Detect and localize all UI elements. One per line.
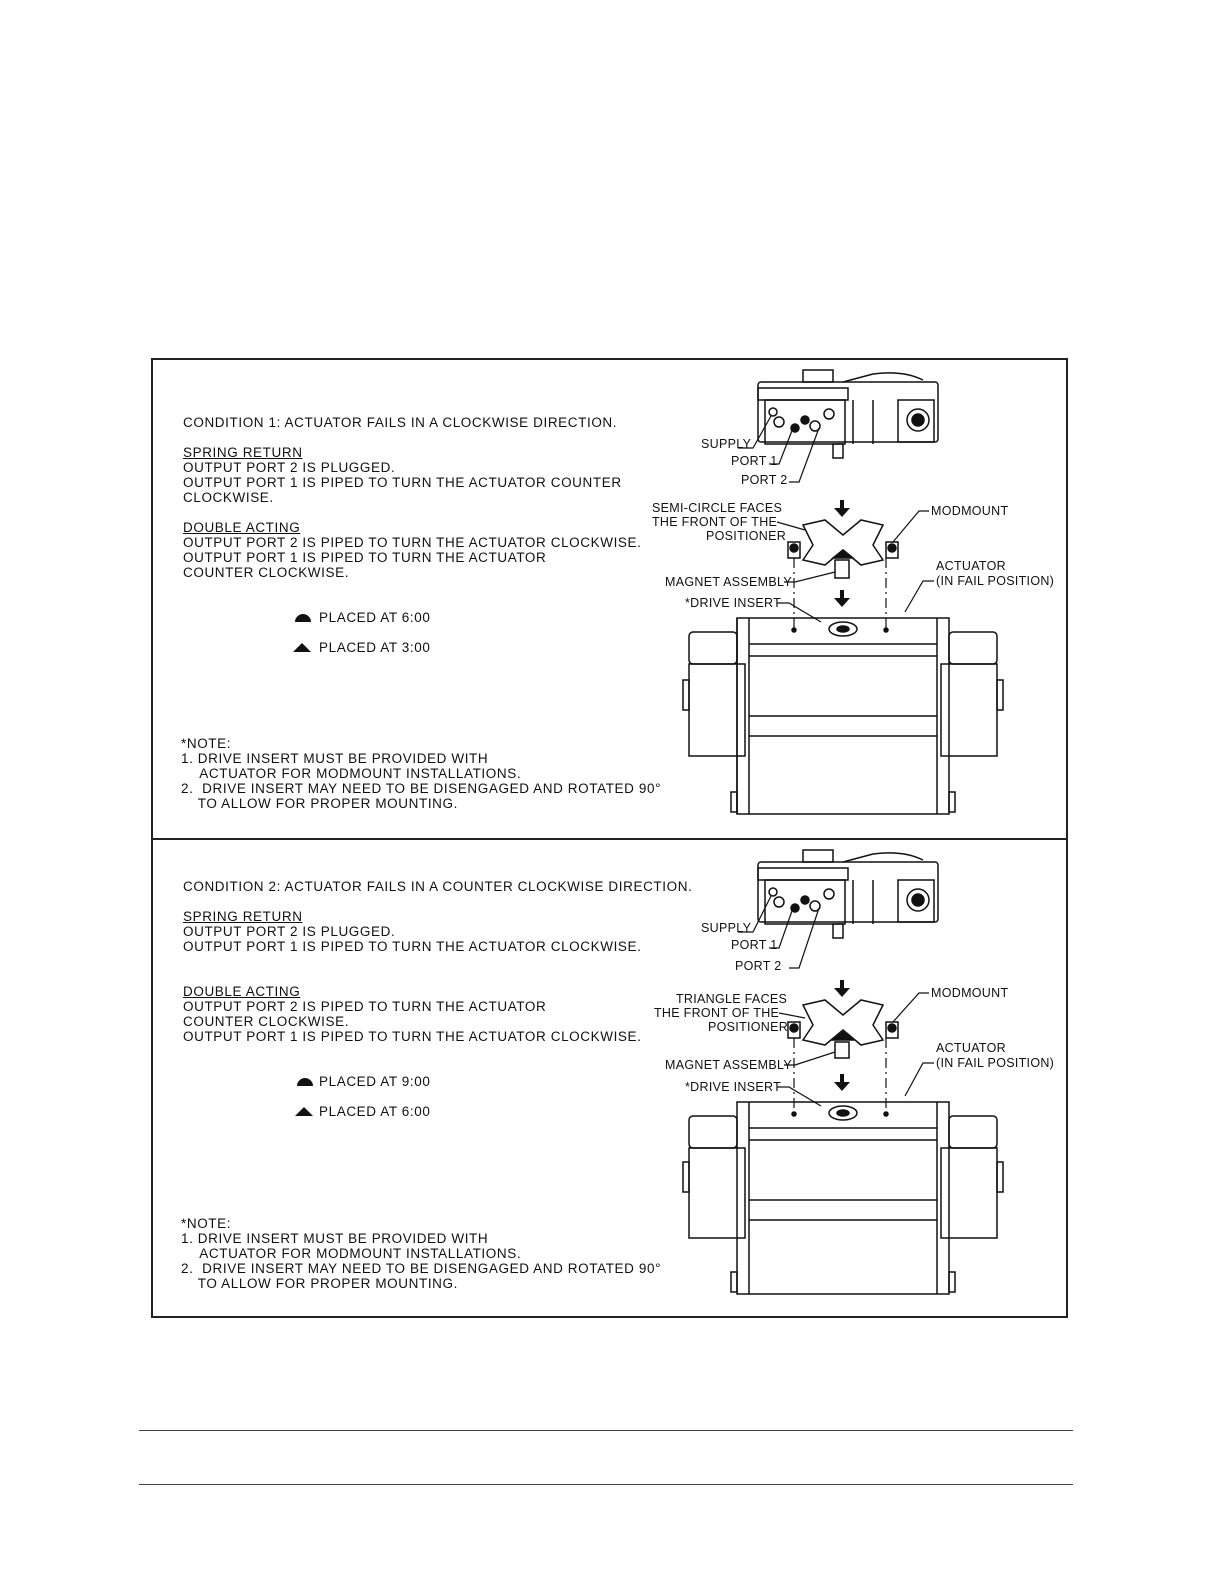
spring-return-line: OUTPUT PORT 2 IS PLUGGED. [183,924,396,939]
positioner-body [758,370,938,458]
double-acting-line: OUTPUT PORT 2 IS PIPED TO TURN THE ACTUATOR CLOCKWISE. [183,535,642,550]
port-2-label: PORT 2 [741,473,788,487]
condition-title: CONDITION 1: ACTUATOR FAILS IN A CLOCKWISE DIRECTION. [183,415,618,430]
semicircle-placement: PLACED AT 9:00 [319,1074,431,1089]
mounting-drawing [643,360,1063,838]
semicircle-icon [293,611,313,623]
double-acting-line: OUTPUT PORT 2 IS PIPED TO TURN THE ACTUATOR [183,999,547,1014]
triangle-placement: PLACED AT 3:00 [319,640,431,655]
actuator-body [683,618,1003,814]
modmount-bracket [788,520,898,578]
port-2-label: PORT 2 [735,959,782,973]
note-line: 1. DRIVE INSERT MUST BE PROVIDED WITH [181,1231,489,1246]
modmount-label: MODMOUNT [931,986,1009,1000]
note-line: TO ALLOW FOR PROPER MOUNTING. [185,1276,458,1291]
drive-insert-label: *DRIVE INSERT [685,596,782,610]
condition-1-panel [153,360,1066,838]
semicircle-placement: PLACED AT 6:00 [319,610,431,625]
faces-label: POSITIONER [708,1020,789,1034]
faces-label: SEMI-CIRCLE FACES [652,501,783,515]
spring-return-line: CLOCKWISE. [183,490,274,505]
actuator-label: ACTUATOR [936,559,1006,573]
double-acting-line: COUNTER CLOCKWISE. [183,1014,350,1029]
note-line: 2. DRIVE INSERT MAY NEED TO BE DISENGAGED AND ROTATED 90° [181,781,662,796]
faces-label: TRIANGLE FACES [676,992,788,1006]
drive-insert-label: *DRIVE INSERT [685,1080,782,1094]
spring-return-line: OUTPUT PORT 1 IS PIPED TO TURN THE ACTUATOR COUNTER [183,475,622,490]
note-line: ACTUATOR FOR MODMOUNT INSTALLATIONS. [187,1246,522,1261]
note-heading: *NOTE: [181,736,232,751]
down-arrow-icon [834,980,850,997]
actuator-label: ACTUATOR [936,1041,1006,1055]
spring-return-line: OUTPUT PORT 2 IS PLUGGED. [183,460,396,475]
spring-return-line: OUTPUT PORT 1 IS PIPED TO TURN THE ACTUATOR CLOCKWISE. [183,939,642,954]
supply-label: SUPPLY [701,921,752,935]
condition-title: CONDITION 2: ACTUATOR FAILS IN A COUNTER CLOCKWISE DIRECTION. [183,879,693,894]
note-line: ACTUATOR FOR MODMOUNT INSTALLATIONS. [187,766,522,781]
double-acting-heading: DOUBLE ACTING [183,984,301,999]
note-line: TO ALLOW FOR PROPER MOUNTING. [185,796,458,811]
faces-label: THE FRONT OF THE [652,515,778,529]
actuator-label: (IN FAIL POSITION) [936,1056,1055,1070]
supply-label: SUPPLY [701,437,752,451]
double-acting-heading: DOUBLE ACTING [183,520,301,535]
port-1-label: PORT 1 [731,938,778,952]
down-arrow-icon [834,590,850,607]
triangle-icon [291,641,313,653]
condition-2-panel [153,840,1066,1318]
magnet-label: MAGNET ASSEMBLY [665,575,792,589]
double-acting-line: COUNTER CLOCKWISE. [183,565,350,580]
faces-label: POSITIONER [706,529,787,543]
faces-label: THE FRONT OF THE [654,1006,780,1020]
modmount-bracket [788,1000,898,1058]
actuator-label: (IN FAIL POSITION) [936,574,1055,588]
positioner-body [758,850,938,938]
note-line: 2. DRIVE INSERT MAY NEED TO BE DISENGAGED AND ROTATED 90° [181,1261,662,1276]
double-acting-line: OUTPUT PORT 1 IS PIPED TO TURN THE ACTUATOR CLOCKWISE. [183,1029,642,1044]
triangle-icon [293,1105,315,1117]
semicircle-icon [295,1075,315,1087]
port-1-label: PORT 1 [731,454,778,468]
down-arrow-icon [834,500,850,517]
double-acting-line: OUTPUT PORT 1 IS PIPED TO TURN THE ACTUATOR [183,550,547,565]
note-heading: *NOTE: [181,1216,232,1231]
actuator-body [683,1102,1003,1294]
footer-rule [139,1430,1073,1431]
spring-return-heading: SPRING RETURN [183,445,303,460]
diagram-frame [151,358,1068,1318]
spring-return-heading: SPRING RETURN [183,909,303,924]
mounting-drawing [643,840,1063,1318]
triangle-placement: PLACED AT 6:00 [319,1104,431,1119]
footer-rule [139,1484,1073,1485]
note-line: 1. DRIVE INSERT MUST BE PROVIDED WITH [181,751,489,766]
down-arrow-icon [834,1074,850,1091]
magnet-label: MAGNET ASSEMBLY [665,1058,792,1072]
modmount-label: MODMOUNT [931,504,1009,518]
